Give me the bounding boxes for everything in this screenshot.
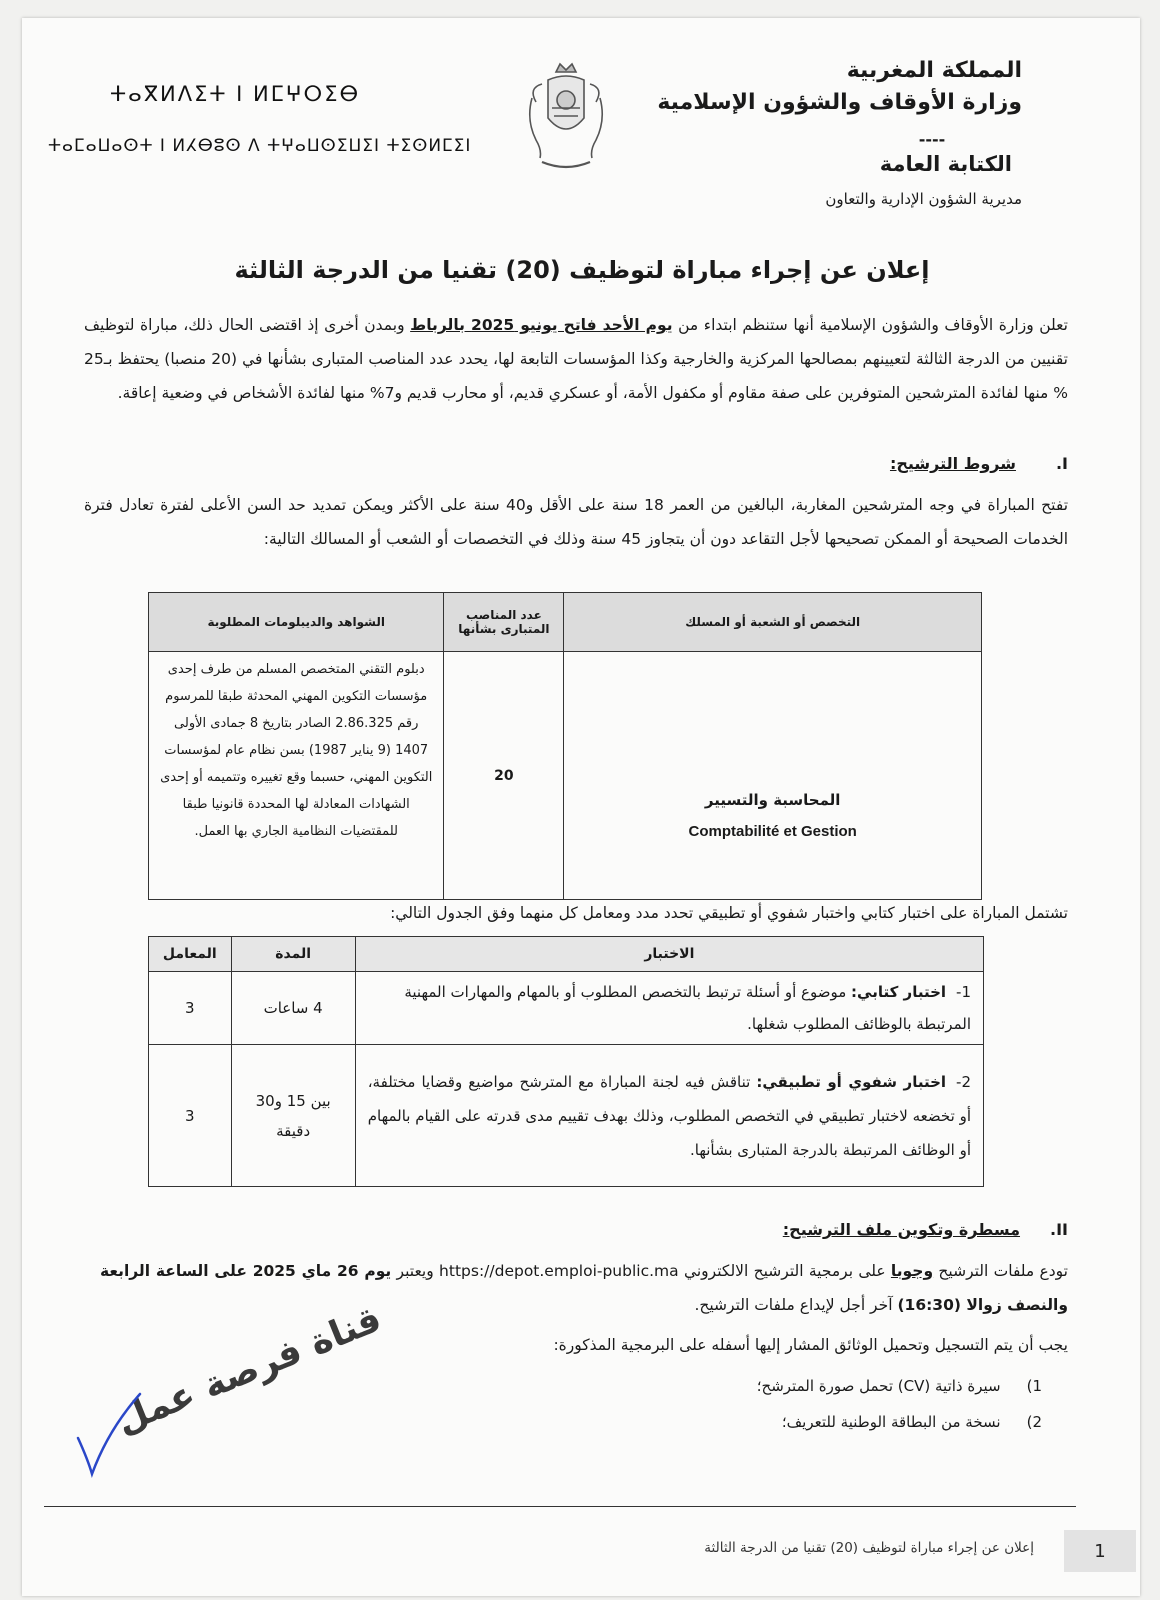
col-diplomas: الشواهد والديبلومات المطلوبة	[149, 593, 444, 652]
announcement-title: إعلان عن إجراء مباراة لتوظيف (20) تقنيا من الدرجة الثالثة	[234, 256, 930, 284]
specialty-cell: المحاسبة والتسيير Comptabilité et Gestion	[564, 652, 982, 900]
exam-intro: تشتمل المباراة على اختبار كتابي واختبار شفوي أو تطبيقي تحدد مدد ومعامل كل منهما وفق الجدول التالي:	[390, 904, 1068, 922]
page-number: 1	[1064, 1530, 1136, 1572]
ministry-name: وزارة الأوقاف والشؤون الإسلامية	[657, 90, 1022, 115]
table-row	[149, 1045, 984, 1187]
secretariat-name: الكتابة العامة	[879, 152, 1012, 176]
footer-text: إعلان عن إجراء مباراة لتوظيف (20) تقنيا من الدرجة الثالثة	[704, 1540, 1034, 1556]
exam-date: يوم الأحد فاتح يونيو 2025 بالرباط	[410, 316, 673, 334]
intro-paragraph: تعلن وزارة الأوقاف والشؤون الإسلامية أنها ستنظم ابتداء من يوم الأحد فاتح يونيو 2025 بالرباط وبمدن أخرى إذ اقتضى الحال ذلك، مباراة لتوظيف تقنيين من الدرجة الثالثة لتعيينهم بمصالحها المركزية والخارجية وكذا المؤسسات التابعة لها، يحدد عدد المناصب المتبارى بشأنها في (20 منصبا) يحتفظ بـ25 % منها لفائدة المترشحين المتوفرين على صفة مقاوم أو مكفول الأمة، أو عسكري قديم، أو محارب قديم و7% منها لفائدة الأشخاص في وضعية إعاقة.	[84, 316, 1068, 402]
col-specialty: التخصص أو الشعبة أو المسلك	[564, 593, 982, 652]
watermark-text: قناة فرصة عمل	[110, 1298, 388, 1443]
section-1-text: تفتح المباراة في وجه المترشحين المغاربة، البالغين من العمر 18 سنة على الأقل و40 سنة على الأكثر ويمكن تمديد حد السن الأعلى لفترة تعادل فترة الخدمات الصحيحة أو الممكن تصحيحها لأجل التقاعد دون أن يتجاوز 45 سنة وذلك في التخصصات أو الشعب أو المسالك التالية:	[84, 496, 1069, 548]
col-duration: المدة	[231, 937, 355, 972]
tifinagh-ministry: ⵜⴰⵎⴰⵡⴰⵙⵜ ⵏ ⵍⵃⴱⵓⵙ ⴷ ⵜⵖⴰⵡⵙⵉⵡⵉⵏ ⵜⵉⵙⵍⵎⵉⵏ	[48, 136, 472, 156]
written-exam-cell: 1-اختبار كتابي: موضوع أو أسئلة ترتبط بالتخصص المطلوب أو بالمهام والمهارات المهنية المرتبطة بالوظائف المطلوب شغلها.	[355, 972, 983, 1045]
checkmark-icon	[74, 1390, 144, 1480]
list-item: 2)نسخة من البطاقة الوطنية للتعريف؛	[781, 1413, 1042, 1431]
tifinagh-kingdom: ⵜⴰⴳⵍⴷⵉⵜ ⵏ ⵍⵎⵖⵔⵉⴱ	[110, 82, 361, 106]
section-2-heading: II.مسطرة وتكوين ملف الترشيح:	[782, 1220, 1068, 1239]
oral-duration: بين 15 و30 دقيقة	[231, 1045, 355, 1187]
coat-of-arms-icon	[506, 58, 626, 176]
written-duration: 4 ساعات	[231, 972, 355, 1045]
directorate-name: مديرية الشؤون الإدارية والتعاون	[825, 190, 1022, 208]
table-row	[149, 972, 984, 1045]
positions-count: 20	[444, 652, 564, 900]
footer-rule	[44, 1506, 1076, 1507]
oral-exam-cell: 2-اختبار شفوي أو تطبيقي: تناقش فيه لجنة المباراة مع المترشح مواضيع وقضايا مختلفة، أو تخضعه لاختبار تطبيقي في التخصص المطلوب، وذلك بهدف تقييم مدى قدرته على القيام بالمهام أو الوظائف المرتبطة بالدرجة المتبارى بشأنها.	[355, 1045, 983, 1187]
section-2-text: تودع ملفات الترشيح وجوبا على برمجية الترشيح الالكتروني https://depot.emploi-public.ma ويعتبر يوم 26 ماي 2025 على الساعة الرابعة والنصف زوالا (16:30) آخر أجل لإيداع ملفات الترشيح.	[100, 1262, 1068, 1314]
document-page	[22, 18, 1140, 1596]
upload-instructions: يجب أن يتم التسجيل وتحميل الوثائق المشار إليها أسفله على البرمجية المذكورة:	[553, 1336, 1068, 1354]
col-exam: الاختبار	[355, 937, 983, 972]
section-1-heading: I.شروط الترشيح:	[889, 454, 1068, 473]
exam-table	[148, 936, 984, 1187]
diploma-cell: دبلوم التقني المتخصص المسلم من طرف إحدى مؤسسات التكوين المهني المحدثة طبقا للمرسوم رقم 2.86.325 الصادر بتاريخ 8 جمادى الأولى 1407 (9 يناير 1987) بسن نظام عام لمؤسسات التكوين المهني، حسبما وقع تغييره وتتميمه أو إحدى الشهادات المعادلة لها المحددة قانونيا طبقا للمقتضيات النظامية الجاري بها العمل.	[149, 652, 444, 900]
written-coefficient: 3	[149, 972, 232, 1045]
list-item: 1)سيرة ذاتية (CV) تحمل صورة المترشح؛	[756, 1377, 1042, 1395]
oral-coefficient: 3	[149, 1045, 232, 1187]
specialty-table	[148, 592, 982, 900]
col-coefficient: المعامل	[149, 937, 232, 972]
col-positions: عدد المناصب المتبارى بشأنها	[444, 593, 564, 652]
kingdom-name: المملكة المغربية	[846, 58, 1022, 83]
header-dashes: ----	[918, 130, 946, 149]
